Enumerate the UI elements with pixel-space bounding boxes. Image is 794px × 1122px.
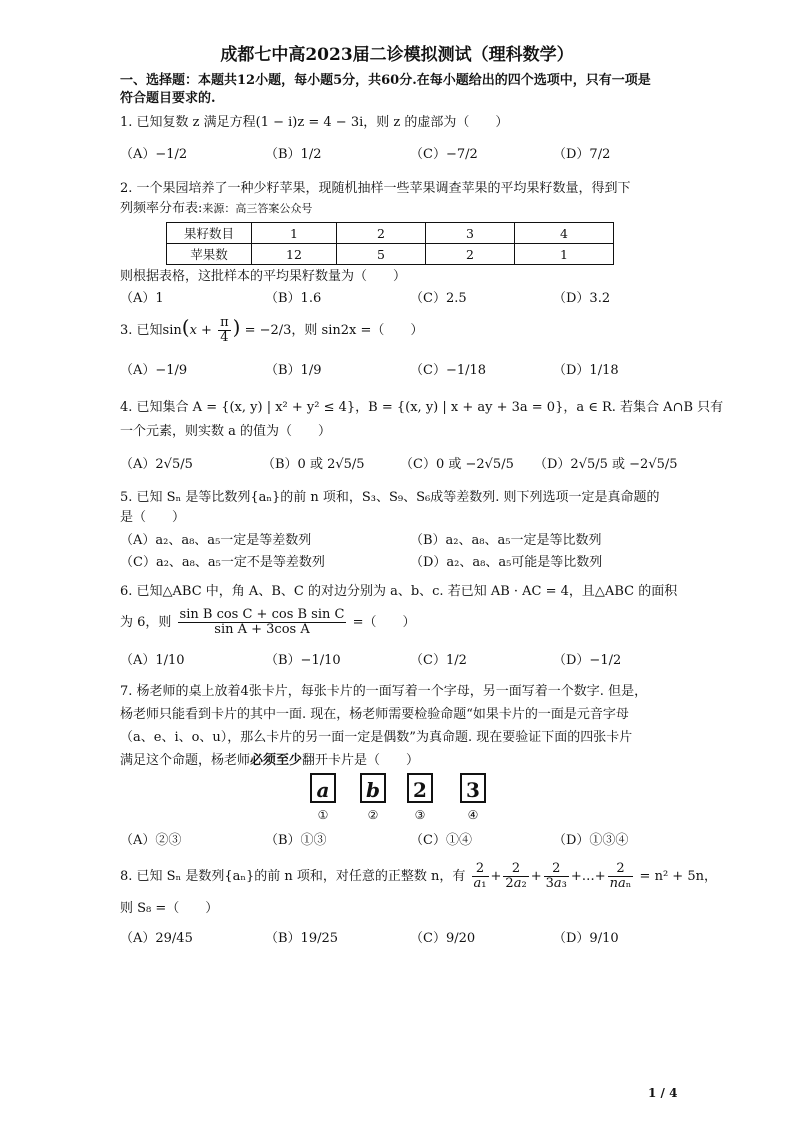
q5-stem: 5. 已知 Sₙ 是等比数列{aₙ}的前 n 项和，S₃、S₉、S₆成等差数列. 则下列选项一定是真命题的 — [120, 490, 660, 505]
q7-line4-post: 翻开卡片是（ ） — [302, 753, 420, 768]
q7-option-d: （D）①③④ — [553, 833, 629, 848]
q2-option-b: （B）1.6 — [265, 291, 322, 306]
q2-option-c: （C）2.5 — [410, 291, 467, 306]
source-note: 来源：高三答案公众号 — [202, 202, 313, 215]
q2-option-a: （A）1 — [120, 291, 164, 306]
q6-stem-pre: 为 6，则 — [120, 615, 172, 630]
q8-option-c: （C）9/20 — [410, 931, 476, 946]
table-cell: 2 — [426, 244, 515, 265]
q3-stem: 3. 已知sin(x + $\frac{\pi}{4}$ ) = −2/3，则 sin2x =（ ） — [120, 315, 424, 345]
card-number-2: ② — [367, 808, 379, 822]
table-row — [167, 223, 614, 244]
q8-equation-rhs: = n² + 5n， — [639, 869, 717, 884]
card-a: a — [310, 773, 336, 803]
q5-option-c: （C）a₂、a₈、a₅一定不是等差数列 — [120, 555, 325, 570]
q8-term-n: $\frac{2}{\text{naₙ}}$ — [609, 861, 632, 891]
q6-fraction — [178, 608, 347, 637]
q7-stem: 7. 杨老师的桌上放着4张卡片，每张卡片的一面写着一个字母，另一面写着一个数字. 但是， — [120, 684, 648, 699]
q2-option-d: （D）3.2 — [553, 291, 611, 306]
q6-option-a: （A）1/10 — [120, 653, 185, 668]
section-instruction: 一、选择题：本题共12小题，每小题5分，共60分.在每小题给出的四个选项中，只有一项是 — [120, 73, 651, 88]
q2-stem-cont — [120, 200, 312, 218]
q4-stem: 4. 已知集合 A = {(x, y) | x² + y² ≤ 4}，B = {(x, y) | x + ay + 3a = 0}，a ∈ R. 若集合 A∩B 只有 — [120, 400, 724, 415]
q7-emphasis: 必须至少 — [250, 753, 303, 768]
q4-option-c: （C）0 或 −2√5/5 — [400, 457, 514, 472]
section-instruction-cont: 符合题目要求的. — [120, 91, 216, 106]
q3-option-c: （C）−1/18 — [410, 363, 487, 378]
q8-option-d: （D）9/10 — [553, 931, 619, 946]
q3-stem-mid: = −2/3，则 sin2x =（ ） — [244, 323, 424, 338]
q5-option-b: （B）a₂、a₈、a₅一定是等比数列 — [410, 533, 602, 548]
q4-option-d: （D）2√5/5 或 −2√5/5 — [534, 457, 678, 472]
q6-frac-den: sin A + 3cos A — [214, 622, 310, 637]
table-cell: 5 — [337, 244, 426, 265]
q1-option-a: （A）−1/2 — [120, 147, 188, 162]
page-title: 成都七中高2023届二诊模拟测试（理科数学） — [220, 45, 574, 65]
q8-stem: 8. 已知 Sₙ 是数列{aₙ}的前 n 项和，对任意的正整数 n，有 $\frac{2}{\text{a₁}}$ + $\frac{2}{\text{2a₂}}$ + $\frac{2}{\text{3a₃}}$ +…+ $\frac{2}{\text{naₙ}}$ = n² + 5n， — [120, 861, 717, 891]
q8-option-b: （B）19/25 — [265, 931, 339, 946]
q7-stem-line2: 杨老师只能看到卡片的其中一面. 现在，杨老师需要检验命题“如果卡片的一面是元音字母 — [120, 707, 629, 722]
q1-option-c: （C）−7/2 — [410, 147, 478, 162]
q5-option-a: （A）a₂、a₈、a₅一定是等差数列 — [120, 533, 312, 548]
q3-stem-pre: 3. 已知sin — [120, 323, 182, 338]
table-cell: 4 — [515, 223, 614, 244]
q8-stem-text: 8. 已知 Sₙ 是数列{aₙ}的前 n 项和，对任意的正整数 n，有 — [120, 869, 466, 884]
q7-option-c: （C）①④ — [410, 833, 472, 848]
table-cell: 1 — [515, 244, 614, 265]
pi-over-4: $\frac{\pi}{4}$ — [220, 315, 229, 345]
table-cell: 3 — [426, 223, 515, 244]
card-3: 3 — [460, 773, 486, 803]
q1-option-d: （D）7/2 — [553, 147, 611, 162]
q8-term-2: $\frac{2}{\text{2a₂}}$ — [505, 861, 527, 891]
q7-stem-line4 — [120, 752, 419, 770]
q6-option-b: （B）−1/10 — [265, 653, 341, 668]
q8-option-a: （A）29/45 — [120, 931, 193, 946]
q7-stem-line3: （a、e、i、o、u），那么卡片的另一面一定是偶数”为真命题. 现在要验证下面的四张卡片 — [120, 730, 633, 745]
q6-option-d: （D）−1/2 — [553, 653, 622, 668]
q2-stem-line2: 列频率分布表: — [120, 201, 203, 216]
q6-stem-post: =（ ） — [352, 615, 416, 630]
q6-stem-cont — [120, 608, 416, 637]
table-cell: 12 — [252, 244, 337, 265]
q1-option-b: （B）1/2 — [265, 147, 322, 162]
table-cell: 1 — [252, 223, 337, 244]
table-row — [167, 244, 614, 265]
q6-option-c: （C）1/2 — [410, 653, 467, 668]
q7-option-a: （A）②③ — [120, 833, 182, 848]
q3-option-d: （D）1/18 — [553, 363, 619, 378]
q7-line4-pre: 满足这个命题，杨老师 — [120, 753, 251, 768]
q5-option-d: （D）a₂、a₈、a₅可能是等比数列 — [410, 555, 603, 570]
card-number-3: ③ — [414, 808, 426, 822]
card-b: b — [360, 773, 386, 803]
q8-term-1: $\frac{2}{\text{a₁}}$ — [473, 861, 487, 891]
table-cell: 2 — [337, 223, 426, 244]
q6-frac-num: sin B cos C + cos B sin C — [179, 607, 345, 622]
q4-stem-cont: 一个元素，则实数 a 的值为（ ） — [120, 424, 332, 439]
card-number-1: ① — [317, 808, 329, 822]
q2-question: 则根据表格，这批样本的平均果籽数量为（ ） — [120, 269, 407, 284]
page-number: 1 / 4 — [648, 1086, 678, 1100]
q3-option-a: （A）−1/9 — [120, 363, 188, 378]
q8-term-3: $\frac{2}{\text{3a₃}}$ — [545, 861, 567, 891]
frequency-table — [166, 222, 614, 265]
q1-stem: 1. 已知复数 z 满足方程(1 − i)z = 4 − 3i，则 z 的虚部为（ ） — [120, 115, 509, 130]
q5-stem-cont: 是（ ） — [120, 510, 186, 525]
q4-option-a: （A）2√5/5 — [120, 457, 193, 472]
q3-option-b: （B）1/9 — [265, 363, 322, 378]
card-2: 2 — [407, 773, 433, 803]
q2-stem: 2. 一个果园培养了一种少籽苹果，现随机抽样一些苹果调查苹果的平均果籽数量，得到下 — [120, 181, 631, 196]
card-number-4: ④ — [467, 808, 479, 822]
table-row-header: 苹果数 — [167, 244, 252, 265]
q4-option-b: （B）0 或 2√5/5 — [262, 457, 365, 472]
q7-option-b: （B）①③ — [265, 833, 327, 848]
q8-stem-cont: 则 S₈ =（ ） — [120, 901, 219, 916]
q6-stem: 6. 已知△ABC 中，角 A、B、C 的对边分别为 a、b、c. 若已知 AB · AC = 4，且△ABC 的面积 — [120, 584, 678, 599]
table-row-header: 果籽数目 — [167, 223, 252, 244]
